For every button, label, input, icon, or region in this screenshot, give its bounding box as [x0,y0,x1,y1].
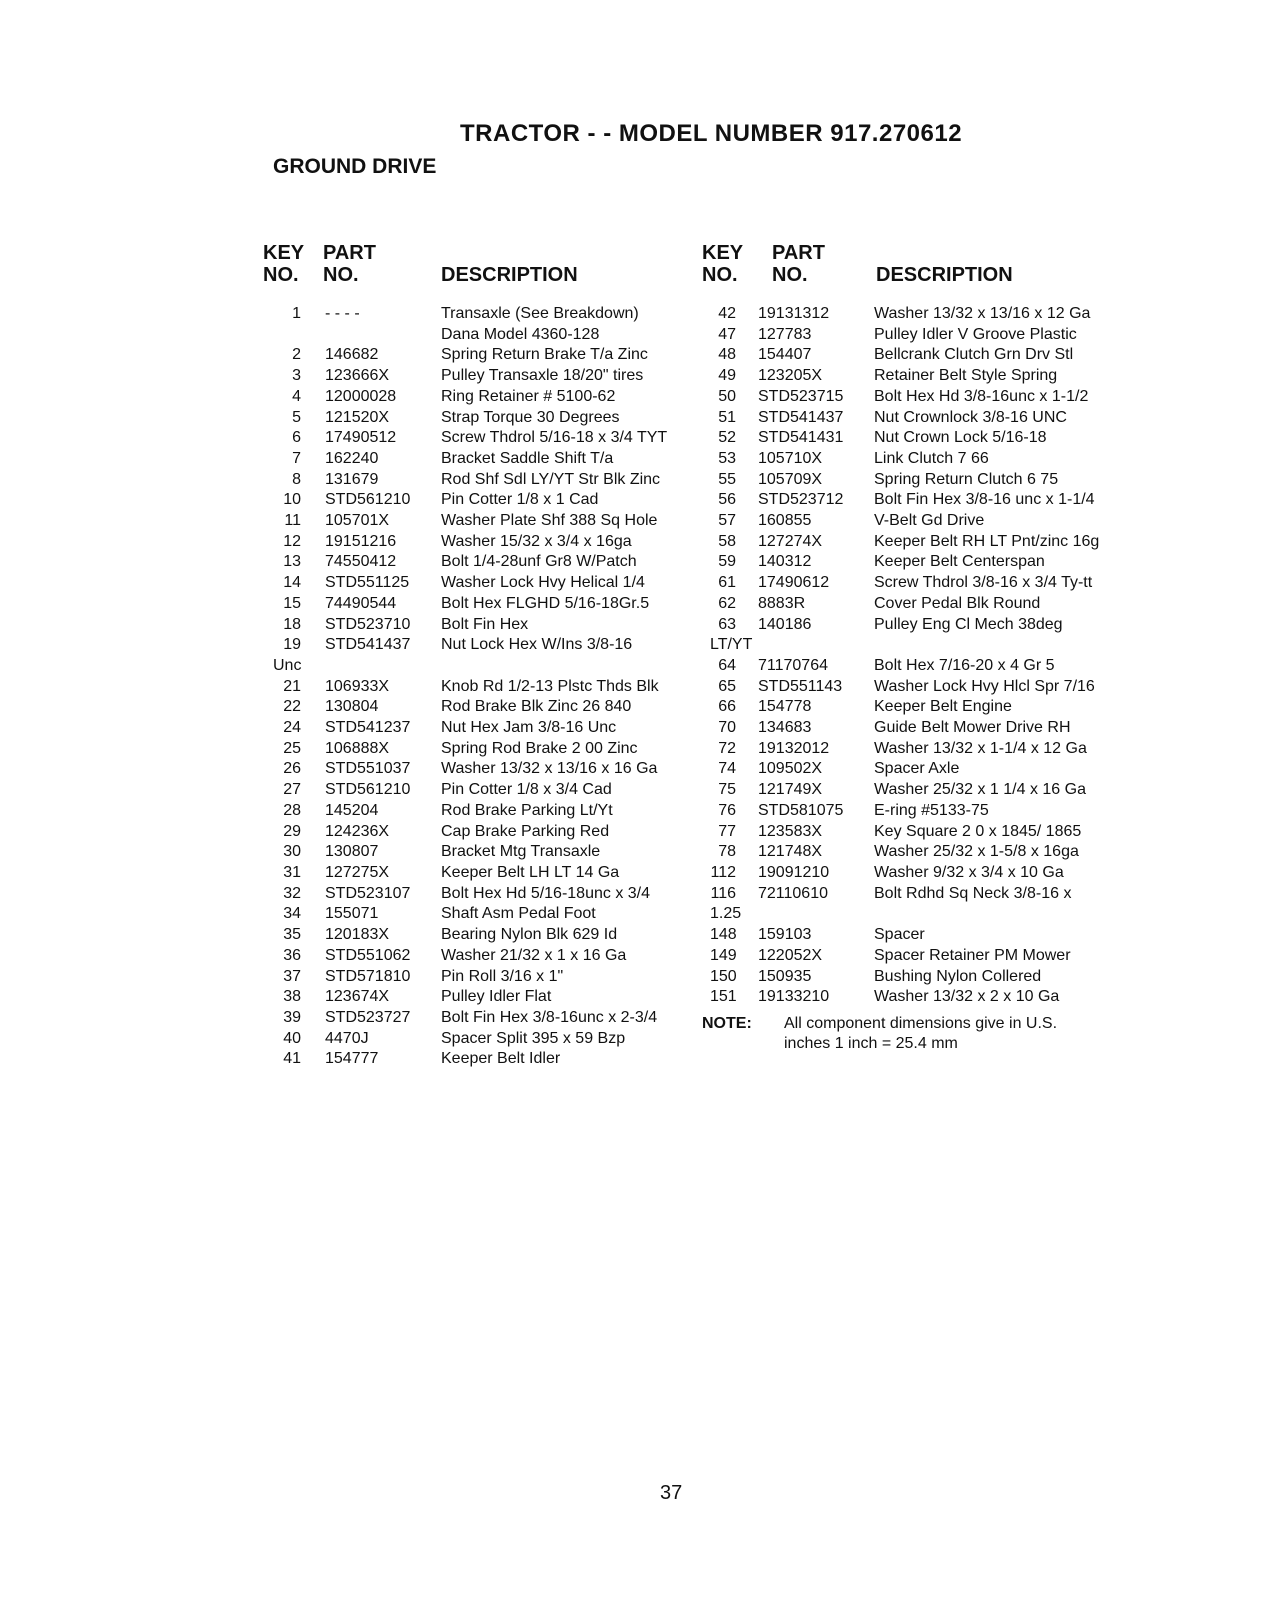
table-row [273,304,693,325]
table-row [273,449,693,470]
part-description: Washer 13/32 x 13/16 x 12 Ga [874,305,1091,322]
section-title: GROUND DRIVE [273,155,437,178]
table-row [710,552,1160,573]
part-no: 8883R [758,594,806,612]
part-description: Washer 25/32 x 1-5/8 x 16ga [874,843,1079,861]
key-no: 47 [718,325,736,343]
key-no: 8 [292,470,301,488]
part-description: Nut Crown Lock 5/16-18 [874,429,1047,447]
table-row [710,428,1160,449]
key-no: 116 [710,884,736,902]
part-no: 155071 [325,905,379,923]
part-no: 140312 [758,553,812,571]
key-no: 38 [283,988,301,1006]
table-row [710,408,1160,429]
table-row [710,677,1160,698]
part-no: 4470J [325,1029,369,1047]
part-header-line1: PART [772,242,825,264]
part-description: Spacer Split 395 x 59 Bzp [441,1029,626,1047]
part-description: Bellcrank Clutch Grn Drv Stl [874,346,1074,364]
table-row [273,780,693,801]
key-no: 74 [718,760,736,778]
part-description: Bushing Nylon Collered [874,967,1042,985]
parts-table-right [702,242,1160,1054]
key-header-line2: NO. [702,264,738,286]
table-row [273,739,693,760]
part-no: STD523712 [758,491,844,509]
key-no: 29 [283,822,301,840]
part-description: Transaxle (See Breakdown) [441,305,639,322]
key-no: 41 [283,1050,301,1068]
part-description: Bracket Saddle Shift T/a [441,449,614,467]
table-row [710,925,1160,946]
table-row [710,532,1160,553]
table-row [710,863,1160,884]
description-header: DESCRIPTION [441,264,578,286]
note-text: All component dimensions give in U.S. inches 1 inch = 25.4 mm [784,1014,1058,1052]
table-row [710,946,1160,967]
part-no: 72110610 [758,884,828,902]
part-description: Dana Model 4360-128 [441,325,600,343]
key-no: 7 [292,449,301,467]
part-description: Bolt Hex 7/16-20 x 4 Gr 5 [874,656,1055,674]
part-no: STD551037 [325,760,411,778]
table-row [710,470,1160,491]
part-no: 140186 [758,615,812,633]
part-no: 19091210 [758,863,830,881]
key-no: 63 [718,615,736,633]
table-row [273,697,693,718]
part-description: Keeper Belt LH LT 14 Ga [441,863,620,881]
part-no: 19132012 [758,739,830,757]
part-description: Nut Crownlock 3/8-16 UNC [874,408,1067,426]
part-no: 127783 [758,325,812,343]
part-description: Bolt Hex Hd 3/8-16unc x 1-1/2 [874,387,1089,405]
key-no: 48 [718,346,736,364]
part-no: 127275X [325,863,390,881]
key-no: 30 [283,843,301,861]
part-description: Nut Hex Jam 3/8-16 Unc [441,719,617,737]
part-no: 19151216 [325,532,397,550]
part-description: Bolt Rdhd Sq Neck 3/8-16 x 1.25 [710,884,1072,923]
table-row [273,677,693,698]
part-header-line2: NO. [323,264,359,286]
table-row [273,1029,693,1050]
part-description: Keeper Belt Idler [441,1050,561,1068]
part-description: Nut Lock Hex W/Ins 3/8-16 Unc [273,636,633,674]
table-row [273,345,693,366]
part-no: 17490612 [758,574,830,592]
table-row [710,615,1160,656]
key-no: 64 [718,656,736,674]
key-no: 36 [283,946,301,964]
part-no: 150935 [758,967,812,985]
key-no: 112 [710,863,736,881]
part-description: Spring Rod Brake 2 00 Zinc [441,739,638,757]
part-no: 19133210 [758,988,830,1006]
part-no: 130807 [325,843,379,861]
part-description: Keeper Belt Centerspan [874,553,1045,571]
key-header-line2: NO. [263,264,299,286]
table-row [273,490,693,511]
part-description: Spacer Retainer PM Mower [874,946,1071,964]
part-no: 123666X [325,367,390,385]
table-row [710,822,1160,843]
part-no: STD523727 [325,1008,411,1026]
key-no: 42 [718,305,736,322]
part-no: 19131312 [758,305,830,322]
table-row [710,387,1160,408]
part-description: Bolt Hex FLGHD 5/16-18Gr.5 [441,594,650,612]
key-no: 24 [283,719,301,737]
part-description: Spacer Axle [874,760,960,778]
part-no: 160855 [758,512,812,530]
key-no: 21 [283,677,301,695]
table-row [710,304,1160,325]
table-row [710,759,1160,780]
part-no: STD523710 [325,615,411,633]
key-no: 61 [718,574,736,592]
part-description: Pulley Idler V Groove Plastic [874,325,1077,343]
table-row [710,656,1160,677]
part-no: 71170764 [758,656,828,674]
key-no: 56 [718,491,736,509]
table-row [273,387,693,408]
part-no: STD561210 [325,781,411,799]
part-description: Pin Roll 3/16 x 1" [441,967,564,985]
key-no: 3 [292,367,301,385]
table-row [710,718,1160,739]
part-description: Retainer Belt Style Spring [874,367,1058,385]
table-row [710,490,1160,511]
key-no: 27 [283,781,301,799]
part-description: Ring Retainer # 5100-62 [441,387,616,405]
part-no: 74550412 [325,553,397,571]
key-no: 34 [283,905,301,923]
key-no: 151 [710,988,737,1006]
part-description: Link Clutch 7 66 [874,449,989,467]
table-header [702,242,1160,288]
table-row [273,801,693,822]
part-no: 124236X [325,822,390,840]
part-no: STD523715 [758,387,844,405]
page-number: 37 [660,1482,683,1504]
part-description: Bracket Mtg Transaxle [441,843,601,861]
parts-list-left [273,304,693,1070]
key-no: 40 [283,1029,301,1047]
part-description: Washer 15/32 x 3/4 x 16ga [441,532,632,550]
key-no: 22 [283,698,301,716]
table-row [273,822,693,843]
table-row [273,842,693,863]
part-no: 127274X [758,532,823,550]
part-no: 17490512 [325,429,397,447]
parts-list-right [710,304,1160,1008]
table-row [273,635,693,676]
table-header [263,242,693,288]
key-no: 52 [718,429,736,447]
table-row [273,946,693,967]
part-description: Pin Cotter 1/8 x 3/4 Cad [441,781,612,799]
key-no: 77 [718,822,736,840]
part-no: STD551143 [758,677,843,695]
part-no: STD561210 [325,491,411,509]
key-no: 51 [718,408,736,426]
key-no: 32 [283,884,301,902]
part-no: 106888X [325,739,390,757]
part-description: Pulley Transaxle 18/20" tires [441,367,644,385]
part-no: 131679 [325,470,379,488]
table-row [273,615,693,636]
table-row [710,842,1160,863]
table-row [273,470,693,491]
part-no: 123205X [758,367,823,385]
part-no: 146682 [325,346,379,364]
part-no: STD551062 [325,946,411,964]
part-description: Washer Lock Hvy Helical 1/4 [441,574,645,592]
part-description: Pin Cotter 1/8 x 1 Cad [441,491,599,509]
part-no: 123583X [758,822,823,840]
key-no: 59 [718,553,736,571]
key-no: 10 [283,491,301,509]
table-row [273,594,693,615]
table-row [273,552,693,573]
part-description: Spring Return Clutch 6 75 [874,470,1059,488]
table-row [710,573,1160,594]
part-description: Screw Thdrol 5/16-18 x 3/4 TYT [441,429,668,447]
part-description: Washer 13/32 x 2 x 10 Ga [874,988,1060,1006]
part-description: Keeper Belt Engine [874,698,1012,716]
key-no: 62 [718,594,736,612]
part-description: Knob Rd 1/2-13 Plstc Thds Blk [441,677,659,695]
part-description: E-ring #5133-75 [874,801,989,819]
part-no: STD541237 [325,719,411,737]
key-no: 55 [718,470,736,488]
table-row [273,718,693,739]
table-row [273,967,693,988]
description-header: DESCRIPTION [876,264,1013,286]
key-no: 28 [283,801,301,819]
table-row [710,449,1160,470]
key-header-line1: KEY [702,242,744,264]
part-header-line2: NO. [772,264,808,286]
key-no: 65 [718,677,736,695]
table-row [273,573,693,594]
table-row [273,532,693,553]
key-no: 15 [283,594,301,612]
key-no: 70 [718,719,736,737]
key-no: 26 [283,760,301,778]
table-row [273,884,693,905]
part-description: Washer Plate Shf 388 Sq Hole [441,512,658,530]
table-row [710,801,1160,822]
part-no: 121748X [758,843,823,861]
table-row [273,759,693,780]
part-no: 154407 [758,346,812,364]
part-description: Washer 13/32 x 13/16 x 16 Ga [441,760,658,778]
table-row [710,594,1160,615]
key-no: 35 [283,926,301,944]
part-description: V-Belt Gd Drive [874,512,985,530]
part-description: Screw Thdrol 3/8-16 x 3/4 Ty-tt [874,574,1093,592]
part-description: Rod Shf Sdl LY/YT Str Blk Zinc [441,470,661,488]
part-no: STD523107 [325,884,411,902]
table-row [273,428,693,449]
key-no: 14 [283,574,301,592]
key-no: 37 [283,967,301,985]
part-description: Bolt Fin Hex 3/8-16 unc x 1-1/4 [874,491,1095,509]
part-description: Washer 21/32 x 1 x 16 Ga [441,946,627,964]
part-no: 134683 [758,719,812,737]
part-description: Spring Return Brake T/a Zinc [441,346,648,364]
part-description: Bearing Nylon Blk 629 Id [441,926,618,944]
part-no: 12000028 [325,387,397,405]
part-description: Cap Brake Parking Red [441,822,610,840]
part-no: STD571810 [325,967,411,985]
part-description: Bolt Hex Hd 5/16-18unc x 3/4 [441,884,651,902]
key-no: 18 [283,615,301,633]
part-description: Rod Brake Parking Lt/Yt [441,801,613,819]
part-no: 154778 [758,698,812,716]
table-row [710,987,1160,1008]
part-description: Cover Pedal Blk Round [874,594,1041,612]
part-description: Pulley Eng Cl Mech 38deg LT/YT [710,615,1063,654]
key-no: 6 [292,429,301,447]
table-row [273,987,693,1008]
key-no: 72 [718,739,736,757]
table-row [273,325,693,346]
key-no: 13 [283,553,301,571]
part-no: STD541437 [325,636,411,654]
key-no: 150 [710,967,737,985]
key-no: 12 [283,532,301,550]
key-no: 149 [710,946,737,964]
key-no: 57 [718,512,736,530]
part-no: - - - - [325,305,360,322]
part-no: 154777 [325,1050,379,1068]
table-row [273,511,693,532]
note-label: NOTE: [702,1014,752,1032]
part-no: 145204 [325,801,379,819]
table-row [273,1008,693,1029]
table-row [273,925,693,946]
key-no: 49 [718,367,736,385]
part-description: Strap Torque 30 Degrees [441,408,620,426]
part-description: Key Square 2 0 x 1845/ 1865 [874,822,1082,840]
part-no: 159103 [758,926,812,944]
key-no: 11 [284,512,301,530]
part-description: Washer 25/32 x 1 1/4 x 16 Ga [874,781,1086,799]
key-no: 1 [292,305,301,322]
part-no: 120183X [325,926,390,944]
part-no: 105709X [758,470,823,488]
part-description: Washer Lock Hvy Hlcl Spr 7/16 [874,677,1095,695]
key-no: 75 [718,781,736,799]
key-no: 58 [718,532,736,550]
table-row [273,408,693,429]
table-row [273,863,693,884]
key-no: 53 [718,449,736,467]
table-row [710,739,1160,760]
key-no: 148 [710,926,737,944]
key-no: 2 [292,346,301,364]
part-no: 121520X [325,408,390,426]
part-description: Bolt 1/4-28unf Gr8 W/Patch [441,553,637,571]
part-no: STD541437 [758,408,844,426]
part-no: 109502X [758,760,823,778]
part-description: Keeper Belt RH LT Pnt/zinc 16g [874,532,1100,550]
table-row [710,967,1160,988]
part-description: Spacer [874,926,925,944]
part-no: 130804 [325,698,379,716]
part-description: Washer 9/32 x 3/4 x 10 Ga [874,863,1064,881]
part-no: 106933X [325,677,390,695]
key-no: 4 [292,387,301,405]
page-title: TRACTOR - - MODEL NUMBER 917.270612 [460,120,963,147]
table-row [273,904,693,925]
key-no: 76 [718,801,736,819]
table-row [710,366,1160,387]
part-no: 121749X [758,781,823,799]
table-row [710,511,1160,532]
part-description: Guide Belt Mower Drive RH [874,719,1071,737]
part-no: 74490544 [325,594,397,612]
part-description: Bolt Fin Hex [441,615,529,633]
key-no: 19 [283,636,301,654]
part-description: Shaft Asm Pedal Foot [441,905,596,923]
part-no: 122052X [758,946,823,964]
part-no: 105701X [325,512,390,530]
table-row [273,1049,693,1070]
part-description: Washer 13/32 x 1-1/4 x 12 Ga [874,739,1087,757]
part-no: STD581075 [758,801,844,819]
key-no: 25 [283,739,301,757]
part-header-line1: PART [323,242,376,264]
part-description: Pulley Idler Flat [441,988,552,1006]
table-row [710,697,1160,718]
key-no: 31 [283,863,301,881]
table-row [273,366,693,387]
part-description: Bolt Fin Hex 3/8-16unc x 2-3/4 [441,1008,658,1026]
table-row [710,884,1160,925]
key-no: 50 [718,387,736,405]
part-no: STD551125 [325,574,410,592]
part-description: Rod Brake Blk Zinc 26 840 [441,698,632,716]
part-no: 105710X [758,449,823,467]
table-row [710,780,1160,801]
part-no: 123674X [325,988,390,1006]
parts-table-left [263,242,693,1070]
key-no: 66 [718,698,736,716]
part-no: 162240 [325,449,379,467]
note [702,1014,1160,1054]
key-no: 78 [718,843,736,861]
part-no: STD541431 [758,429,844,447]
key-no: 39 [283,1008,301,1026]
key-no: 5 [292,408,301,426]
key-header-line1: KEY [263,242,305,264]
table-row [710,325,1160,346]
table-row [710,345,1160,366]
